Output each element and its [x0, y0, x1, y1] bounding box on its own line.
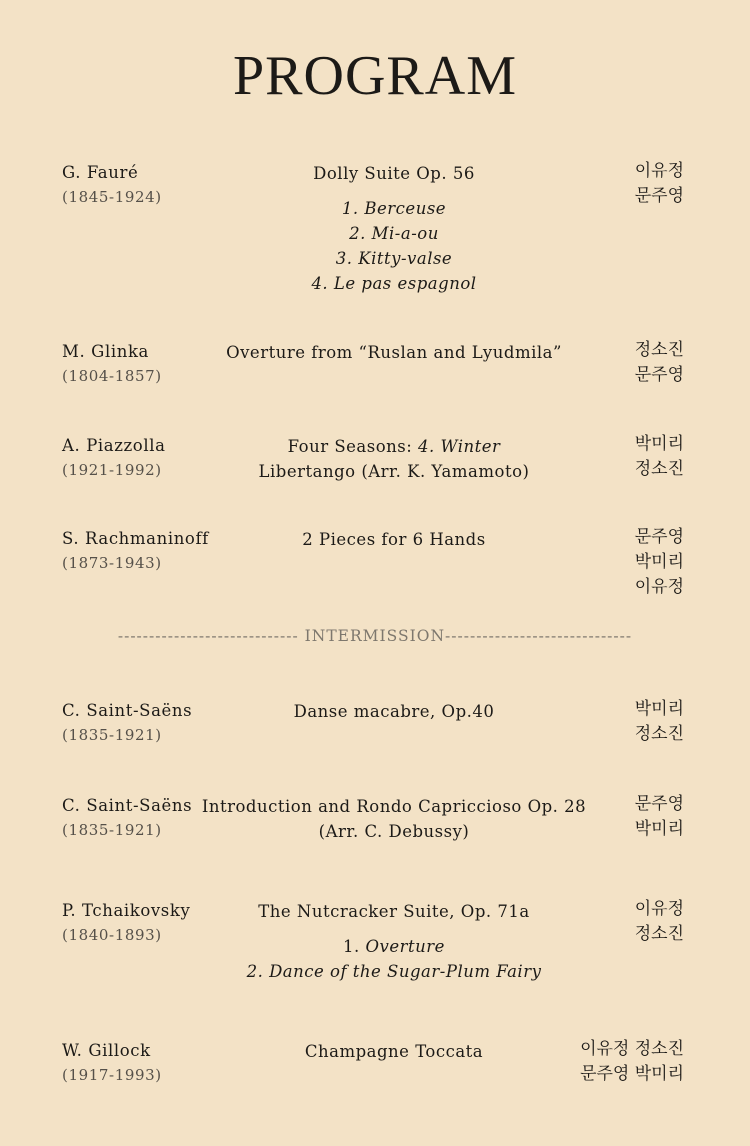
work [190, 796, 598, 846]
performer-pair: 이유정 정소진 [580, 1039, 684, 1059]
performers [635, 525, 684, 600]
movement [190, 936, 598, 961]
movement-list [190, 936, 598, 986]
composer-years: (1804-1857) [62, 367, 162, 385]
performer: 박미리 [634, 434, 684, 454]
composer-name: P. Tchaikovsky [62, 901, 191, 920]
performer: 정소진 [634, 924, 684, 944]
composer-name: C. Saint-Saëns [62, 796, 193, 815]
performers [635, 338, 684, 388]
performer: 박미리 [634, 552, 684, 572]
performers [635, 159, 684, 209]
movement: 2. Dance of the Sugar-Plum Fairy [246, 962, 542, 981]
work-title-movement: 4. Winter [418, 437, 501, 456]
work [190, 529, 598, 554]
performers [635, 432, 684, 482]
work-title: Overture from “Ruslan and Lyudmila” [226, 343, 562, 362]
composer-name: G. Fauré [62, 163, 139, 182]
composer-years: (1835-1921) [62, 821, 162, 839]
work-title: Danse macabre, Op.40 [293, 702, 495, 721]
movement: 3. Kitty-valse [335, 249, 453, 268]
composer-years: (1835-1921) [62, 726, 162, 744]
performer: 이유정 [634, 899, 684, 919]
performer: 정소진 [634, 724, 684, 744]
work-title: Dolly Suite Op. 56 [313, 164, 475, 183]
work-title-prefix: Four Seasons: [287, 437, 419, 456]
work-title: The Nutcracker Suite, Op. 71a [258, 902, 530, 921]
performer: 문주영 [634, 794, 684, 814]
performers [635, 697, 684, 747]
work [190, 1041, 598, 1066]
performers [635, 792, 684, 842]
composer-name: C. Saint-Saëns [62, 701, 193, 720]
movement-list [190, 198, 598, 298]
performer: 이유정 [634, 577, 684, 597]
performers [580, 1037, 684, 1087]
performer: 문주영 [634, 186, 684, 206]
performer: 정소진 [634, 459, 684, 479]
performer: 이유정 [634, 161, 684, 181]
movement-name: Overture [365, 937, 445, 956]
work [190, 342, 598, 367]
composer-years: (1845-1924) [62, 188, 162, 206]
intermission-divider: ----------------------------- INTERMISSION------------------------------ [117, 627, 633, 645]
performer: 박미리 [634, 699, 684, 719]
work [190, 701, 598, 726]
composer-name: S. Rachmaninoff [62, 529, 209, 548]
movement: 4. Le pas espagnol [311, 274, 477, 293]
composer-years: (1921-1992) [62, 461, 162, 479]
composer-years: (1840-1893) [62, 926, 162, 944]
work-title-second: (Arr. C. Debussy) [318, 822, 470, 841]
work-title: Champagne Toccata [304, 1042, 484, 1061]
movement-number: 1. [343, 937, 366, 956]
movement: 1. Berceuse [341, 199, 447, 218]
composer-years: (1873-1943) [62, 554, 162, 572]
work [190, 901, 598, 986]
performer: 문주영 [634, 365, 684, 385]
composer-years: (1917-1993) [62, 1066, 162, 1084]
composer-name: M. Glinka [62, 342, 149, 361]
work-title-second: Libertango (Arr. K. Yamamoto) [258, 462, 530, 481]
performer: 문주영 [634, 527, 684, 547]
movement: 2. Mi-a-ou [349, 224, 439, 243]
performer: 정소진 [634, 340, 684, 360]
work [190, 163, 598, 298]
work-title [190, 436, 598, 461]
work-title: Introduction and Rondo Capriccioso Op. 28 [201, 797, 587, 816]
composer-name: W. Gillock [62, 1041, 151, 1060]
performers [635, 897, 684, 947]
composer-name: A. Piazzolla [62, 436, 166, 455]
page-title: PROGRAM [233, 45, 517, 107]
work [190, 436, 598, 486]
performer: 박미리 [634, 819, 684, 839]
work-title: 2 Pieces for 6 Hands [302, 530, 486, 549]
performer-pair: 문주영 박미리 [580, 1064, 684, 1084]
